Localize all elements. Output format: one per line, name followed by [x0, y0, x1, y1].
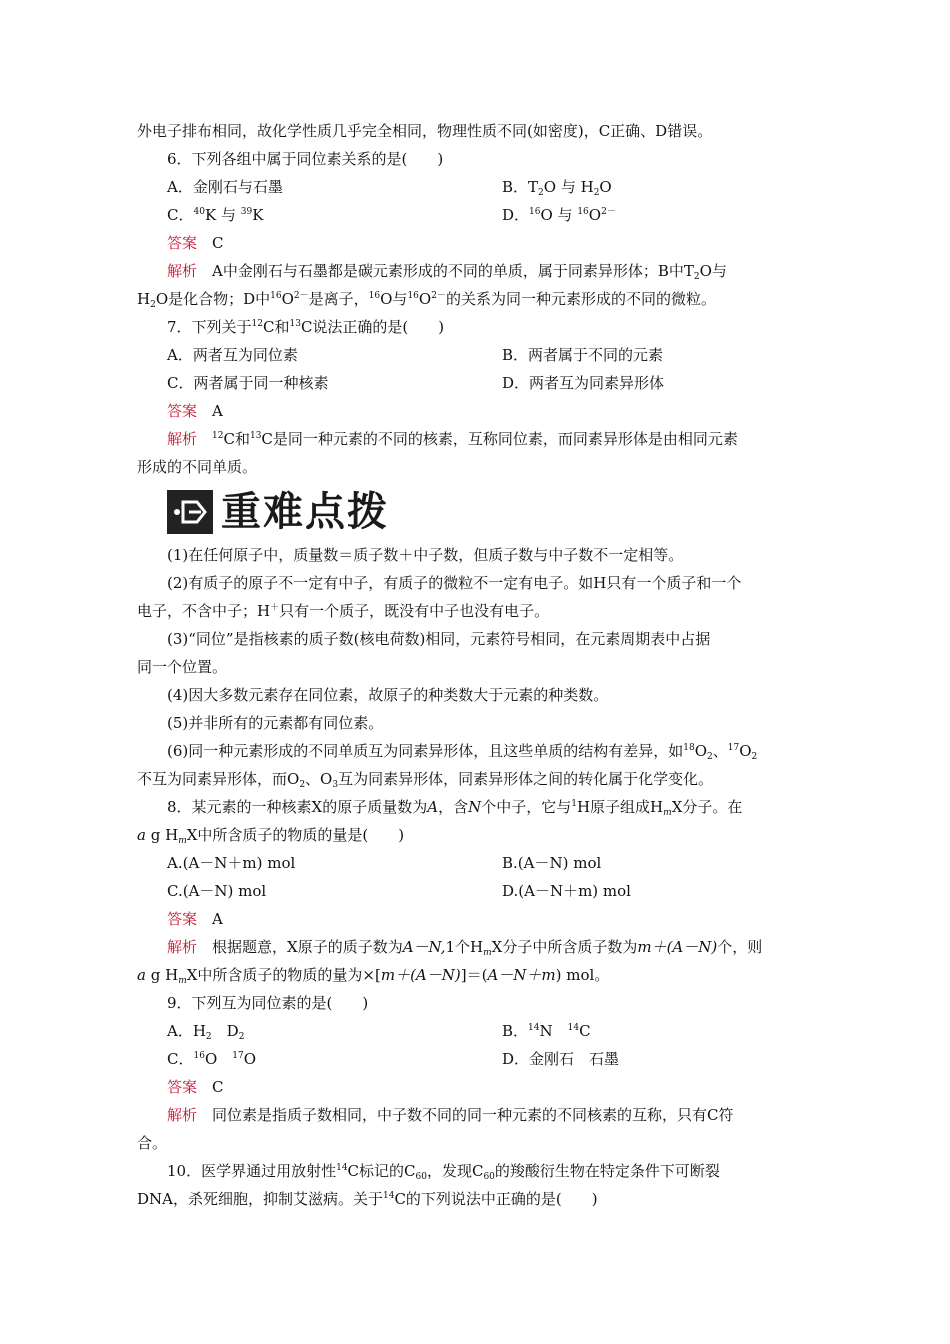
options-row: [137, 341, 817, 369]
question-7: 7．下列关于$^{12}$C和$^{13}$C说法正确的是( ): [167, 318, 445, 336]
explanation-label: 解析: [167, 262, 198, 280]
answer-label: 答案: [167, 234, 198, 252]
option-c: C.(A－N) mol: [167, 882, 267, 900]
option-d: D.(A－N＋m) mol: [502, 882, 631, 900]
answer-line: 答案 C: [167, 1078, 224, 1096]
option-b: B.(A－N) mol: [502, 854, 602, 872]
answer-label: 答案: [167, 1078, 198, 1096]
option-c: C．$^{16}$O $^{17}$O: [167, 1050, 257, 1068]
key-point: (6)同一种元素形成的不同单质互为同素异形体，且这些单质的结构有差异，如$^{18}O_2$、$^{17}O_2$: [167, 742, 758, 762]
explanation-line: 解析 $^{12}$C和$^{13}$C是同一种元素的不同的核素，互称同位素，而同素异形体是由相同元素: [167, 430, 738, 448]
key-point: 电子，不含中子；H＋只有一个质子，既没有中子也没有电子。: [137, 602, 550, 620]
answer-line: 答案 A: [167, 910, 223, 928]
explanation-line: 形成的不同单质。: [137, 458, 258, 476]
key-point: (2)有质子的原子不一定有中子，有质子的微粒不一定有电子。如H只有一个质子和一个: [167, 574, 742, 592]
section-banner: [167, 485, 817, 539]
options-row: [137, 173, 817, 201]
answer-line: 答案 C: [167, 234, 224, 252]
option-a: A．金刚石与石墨: [167, 178, 283, 196]
option-b: B．$^{14}$N $^{14}$C: [502, 1022, 591, 1040]
options-row: [137, 877, 817, 905]
key-point: 同一个位置。: [137, 658, 228, 676]
arrow-right-icon: [167, 490, 213, 534]
key-point: (3)“同位”是指核素的质子数(核电荷数)相同，元素符号相同，在元素周期表中占据: [167, 630, 711, 648]
options-row: [137, 1045, 817, 1073]
option-a: A．两者互为同位素: [167, 346, 298, 364]
explanation-line: $H_2O$是化合物；D中$^{16}O^{2-}$是离子，$^{16}$O与$^{16}O^{2-}$的关系为同一种元素形成的不同的微粒。: [137, 290, 716, 310]
option-d: D．$^{16}$O 与 $^{16}O^{2-}$: [502, 206, 616, 224]
option-c: C．两者属于同一种核素: [167, 374, 329, 392]
key-point: (4)因大多数元素存在同位素，故原子的种类数大于元素的种类数。: [167, 686, 609, 704]
explanation-label: 解析: [167, 430, 198, 448]
option-d: D．金刚石 石墨: [502, 1050, 620, 1068]
question-9: 9．下列互为同位素的是( ): [167, 994, 369, 1012]
answer-line: 答案 A: [167, 402, 223, 420]
key-point: (1)在任何原子中，质量数＝质子数＋中子数，但质子数与中子数不一定相等。: [167, 546, 684, 564]
answer-label: 答案: [167, 910, 198, 928]
explanation-line: 合。: [137, 1134, 168, 1152]
option-a: A．$H_2$ $D_2$: [167, 1022, 245, 1042]
option-d: D．两者互为同素异形体: [502, 374, 665, 392]
question-10: 10．医学界通过用放射性$^{14}$C标记的$C_{60}$，发现$C_{60}$的羧酸衍生物在特定条件下可断裂: [167, 1162, 720, 1182]
explanation-line: 解析 根据题意，X原子的质子数为A－N,1个$H_mX$分子中所含质子数为m＋(A－N)个，则: [167, 938, 763, 958]
question-10: DNA，杀死细胞，抑制艾滋病。关于$^{14}$C的下列说法中正确的是( ): [137, 1190, 598, 1208]
option-a: A.(A－N＋m) mol: [167, 854, 296, 872]
text-line: 外电子排布相同，故化学性质几乎完全相同，物理性质不同(如密度)，C正确、D错误。: [137, 122, 713, 140]
options-row: [137, 849, 817, 877]
option-b: B．两者属于不同的元素: [502, 346, 664, 364]
document-page: [137, 117, 817, 1213]
explanation-line: 解析 同位素是指质子数相同，中子数不同的同一种元素的不同核素的互称，只有C符: [167, 1106, 734, 1124]
explanation-label: 解析: [167, 1106, 198, 1124]
question-8: a g $H_mX$中所含质子的物质的量是( ): [137, 826, 405, 846]
options-row: [137, 201, 817, 229]
question-8: 8．某元素的一种核素X的原子质量数为A，含N个中子，它与$^1$H原子组成$H_mX$分子。在: [167, 798, 743, 818]
explanation-label: 解析: [167, 938, 198, 956]
explanation-line: a g $H_mX$中所含质子的物质的量为×[m＋(A－N)]＝(A－N＋m) mol。: [137, 966, 610, 986]
options-row: [137, 369, 817, 397]
banner-title: 重难点拨: [221, 489, 389, 535]
explanation-line: 解析 A中金刚石与石墨都是碳元素形成的不同的单质，属于同素异形体；B中$T_2O$与: [167, 262, 727, 282]
answer-label: 答案: [167, 402, 198, 420]
option-c: C．$^{40}$K 与 $^{39}$K: [167, 206, 264, 224]
question-6: 6．下列各组中属于同位素关系的是( ): [167, 150, 444, 168]
key-point: 不互为同素异形体，而$O_2$、$O_3$互为同素异形体，同素异形体之间的转化属于化学变化。: [137, 770, 714, 790]
key-point: (5)并非所有的元素都有同位素。: [167, 714, 384, 732]
option-b: B．$T_2O$ 与 $H_2O$: [502, 178, 612, 198]
options-row: [137, 1017, 817, 1045]
